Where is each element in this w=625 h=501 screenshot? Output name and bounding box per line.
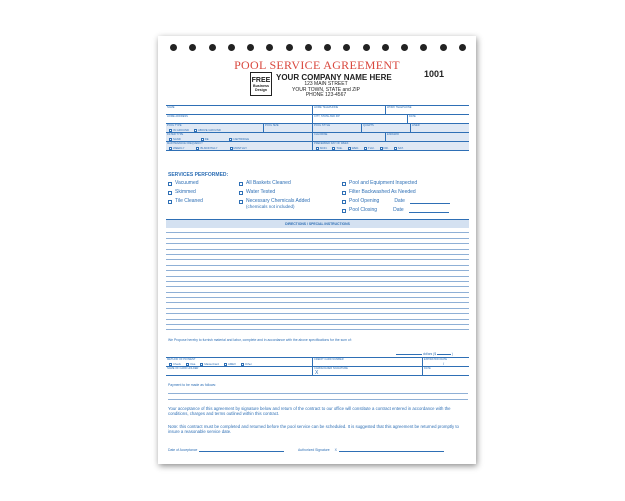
checkbox[interactable]: [168, 182, 172, 186]
punch-hole: [382, 44, 389, 51]
work-telephone-field[interactable]: WORK TELEPHONE: [387, 106, 412, 109]
pay-option-check[interactable]: Check: [169, 362, 181, 366]
day-option-wed[interactable]: WED.: [348, 146, 359, 150]
checkbox[interactable]: [196, 147, 199, 150]
cartridge-option[interactable]: CARTRIDGE: [229, 137, 249, 141]
checkbox[interactable]: [229, 138, 232, 141]
authorized-signature: Authorized Signature X: [298, 448, 444, 452]
service-tile-cleaned[interactable]: Tile Cleaned: [168, 199, 203, 204]
checkbox[interactable]: [168, 200, 172, 204]
card-holder-field[interactable]: NAME OF CARD HOLDER: [166, 367, 313, 375]
checkbox[interactable]: [239, 182, 243, 186]
checkbox[interactable]: [342, 182, 346, 186]
de-option[interactable]: DE: [201, 137, 209, 141]
preferred-day-field: PREFERRED DAY OF WEEK MON. TUE. WED. THU. FRI. SAT.: [313, 142, 469, 150]
punch-hole: [286, 44, 293, 51]
punch-hole: [305, 44, 312, 51]
checkbox[interactable]: [186, 363, 189, 366]
dollars-line[interactable]: [396, 354, 422, 355]
service-pool-opening[interactable]: Pool Opening Date: [342, 199, 450, 204]
sand-option[interactable]: SAND: [169, 137, 181, 141]
checkbox[interactable]: [332, 147, 335, 150]
logo-free-text: FREE: [251, 76, 271, 84]
quarts-field[interactable]: QUARTS: [362, 124, 411, 132]
home-address-field[interactable]: HOME ADDRESS: [166, 115, 313, 123]
service-filter-backwashed[interactable]: Filter Backwashed As Needed: [342, 190, 416, 195]
payment-terms-lines[interactable]: [168, 388, 468, 400]
company-address-1: 123 MAIN STREET: [304, 81, 348, 87]
payment-to-label: Payment to be made as follows:: [168, 383, 217, 387]
pay-option-visa[interactable]: Visa: [186, 362, 195, 366]
cardholder-signature-field[interactable]: CARDHOLDER SIGNATURE X: [313, 367, 423, 375]
day-option-sat[interactable]: SAT.: [394, 146, 404, 150]
punch-hole: [247, 44, 254, 51]
checkbox[interactable]: [224, 363, 227, 366]
punch-hole: [401, 44, 408, 51]
service-water-tested[interactable]: Water Tested: [239, 190, 275, 195]
payment-date-field[interactable]: DATE: [424, 367, 431, 370]
checkbox[interactable]: [241, 363, 244, 366]
form-sheet: [158, 36, 476, 464]
acceptance-paragraph: Your acceptance of this agreement by signature below and return of the contract to our office will constitute a contract entered in accordance with the conditions, charges and terms outlined within this contract.: [168, 406, 451, 417]
form-title: POOL SERVICE AGREEMENT: [234, 58, 400, 72]
home-telephone-field[interactable]: HOME TELEPHONE: [313, 106, 386, 114]
liner-field[interactable]: LINER: [411, 124, 469, 132]
checkbox[interactable]: [239, 191, 243, 195]
pool-closing-date-line[interactable]: [409, 209, 449, 213]
date-of-acceptance-line[interactable]: [199, 448, 284, 452]
checkbox[interactable]: [169, 147, 172, 150]
directions-lines[interactable]: [166, 228, 469, 330]
dollars-close: ): [451, 352, 453, 356]
monthly-option[interactable]: MONTHLY: [230, 146, 247, 150]
pay-option-amex[interactable]: AMEX: [224, 362, 236, 366]
in-ground-option[interactable]: IN GROUND: [169, 128, 189, 132]
pay-option-other[interactable]: Other: [241, 362, 252, 366]
checkbox[interactable]: [200, 363, 203, 366]
checkbox[interactable]: [169, 129, 172, 132]
punch-hole: [266, 44, 273, 51]
day-option-tue[interactable]: TUE.: [332, 146, 342, 150]
punch-hole: [343, 44, 350, 51]
service-chemicals-added[interactable]: Necessary Chemicals Added (chemicals not included): [239, 199, 310, 204]
checkbox[interactable]: [348, 147, 351, 150]
checkbox[interactable]: [342, 209, 346, 213]
city-state-zip-field[interactable]: CITY, STATE AND ZIP: [313, 115, 408, 123]
weekly-option[interactable]: WEEKLY: [169, 146, 184, 150]
service-pool-closing[interactable]: Pool Closing Date: [342, 208, 449, 213]
punch-hole: [363, 44, 370, 51]
bi-monthly-option[interactable]: BI-MONTHLY: [196, 146, 217, 150]
punch-hole: [324, 44, 331, 51]
punch-holes: [170, 44, 466, 51]
expiration-date-field[interactable]: EXPIRATION DATE /: [424, 358, 447, 366]
service-all-baskets-cleaned[interactable]: All Baskets Cleaned: [239, 181, 291, 186]
service-skimmed[interactable]: Skimmed: [168, 190, 196, 195]
amount-line[interactable]: [437, 354, 451, 355]
punch-hole: [420, 44, 427, 51]
day-option-fri[interactable]: FRI.: [380, 146, 389, 150]
directions-heading: DIRECTIONS / SPECIAL INSTRUCTIONS: [166, 219, 469, 228]
maintenance-frequency-field: MAINTENANCE FREQUENCY WEEKLY BI-MONTHLY MONTHLY: [166, 142, 313, 150]
logo-sub-text: Business: [253, 83, 269, 88]
checkbox[interactable]: [342, 200, 346, 204]
checkbox[interactable]: [169, 138, 172, 141]
service-vacuumed[interactable]: Vacuumed: [168, 181, 199, 186]
checkbox[interactable]: [316, 147, 319, 150]
authorized-signature-line[interactable]: [339, 448, 444, 452]
punch-hole: [189, 44, 196, 51]
filter-type-field: FILTER TYPE SAND DE CARTRIDGE: [166, 133, 313, 141]
pool-opening-date-line[interactable]: [410, 200, 450, 204]
chemicals-note: (chemicals not included): [246, 204, 295, 209]
date-field[interactable]: DATE: [409, 115, 416, 118]
pool-type-field: POOL TYPE IN GROUND ABOVE GROUND: [166, 124, 264, 132]
date-of-acceptance: Date of Acceptance: [168, 448, 284, 452]
payment-method-field: METHOD OF PAYMENT Check Visa MasterCard AMEX Other: [166, 358, 313, 366]
company-name: YOUR COMPANY NAME HERE: [276, 73, 392, 82]
payment-grid: [166, 357, 469, 376]
checkbox[interactable]: [394, 147, 397, 150]
company-address-2: YOUR TOWN, STATE and ZIP: [292, 86, 360, 93]
checkbox[interactable]: [230, 147, 233, 150]
punch-hole: [228, 44, 235, 51]
free-logo: [250, 72, 272, 96]
note-paragraph: Note: this contract must be completed and returned before the pool service can be scheduled. It is suggested that this agreement be returned promptly to insure a reasonable service date.: [168, 424, 459, 435]
above-ground-option[interactable]: ABOVE GROUND: [194, 128, 221, 132]
name-field[interactable]: NAME: [166, 106, 313, 114]
dollars-amount[interactable]: [396, 352, 453, 356]
services-heading: SERVICES PERFORMED:: [168, 172, 229, 178]
checkbox[interactable]: [168, 191, 172, 195]
chlorine-field[interactable]: CHLORINE: [313, 133, 386, 141]
checkbox[interactable]: [201, 138, 204, 141]
endgrid-field[interactable]: ENDGRID: [386, 133, 469, 141]
checkbox[interactable]: [342, 191, 346, 195]
checkbox[interactable]: [380, 147, 383, 150]
checkbox[interactable]: [239, 200, 243, 204]
logo-sub-text: Design: [255, 87, 267, 92]
day-option-thu[interactable]: THU.: [364, 146, 375, 150]
form-number: 1001: [423, 69, 444, 79]
company-phone: PHONE 123-4567: [305, 92, 347, 98]
punch-hole: [170, 44, 177, 51]
pool-size-field[interactable]: POOL SIZE: [264, 124, 313, 132]
proposal-text: We Propose hereby to furnish material and labor, complete and in accordance with the above specifications for the sum of:: [168, 338, 352, 342]
credit-card-number-field[interactable]: CREDIT CARD NUMBER: [313, 358, 423, 366]
pay-option-mastercard[interactable]: MasterCard: [200, 362, 219, 366]
punch-hole: [440, 44, 447, 51]
punch-hole: [209, 44, 216, 51]
service-pool-equipment-inspected[interactable]: Pool and Equipment Inspected: [342, 181, 417, 186]
customer-info-grid: [166, 105, 469, 151]
pool-style-field[interactable]: POOL STYLE: [313, 124, 362, 132]
punch-hole: [459, 44, 466, 51]
checkbox[interactable]: [364, 147, 367, 150]
day-option-mon[interactable]: MON.: [316, 146, 327, 150]
checkbox[interactable]: [169, 363, 172, 366]
checkbox[interactable]: [194, 129, 197, 132]
dollars-label: dollars ($: [422, 352, 437, 356]
